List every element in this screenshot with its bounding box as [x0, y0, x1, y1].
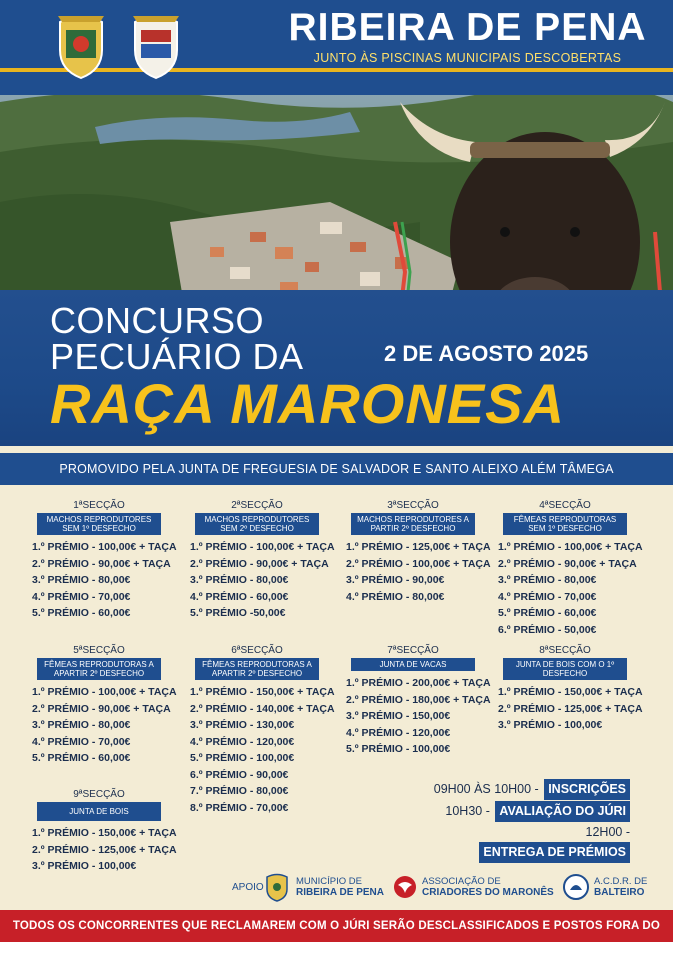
section-9 [32, 789, 177, 875]
prize-item: 1.º PRÉMIO - 100,00€ + TAÇA [190, 541, 335, 553]
section-title: 7ªSECÇÃO [387, 645, 439, 656]
schedule-time: 10H30 - [445, 804, 490, 818]
prize-item: 5.º PRÉMIO - 60,00€ [32, 752, 131, 764]
section-category-label: MACHOS REPRODUTORES SEM 2º DESFECHO [195, 513, 319, 535]
prize-item: 4.º PRÉMIO - 70,00€ [498, 590, 597, 603]
section-title: 5ªSECÇÃO [73, 645, 125, 656]
prize-item: 3.º PRÉMIO - 150,00€ [346, 710, 451, 722]
prize-item: 2.º PRÉMIO - 90,00€ + TAÇA [190, 557, 329, 570]
prize-item: 5.º PRÉMIO - 100,00€ [346, 743, 451, 755]
apoio-label: APOIO [232, 882, 264, 893]
prize-item: 2.º PRÉMIO - 90,00€ + TAÇA [32, 702, 171, 715]
crest-santo-aleixo-icon [127, 12, 185, 82]
prize-item: 3.º PRÉMIO - 100,00€ [32, 860, 137, 872]
disclaimer-bar: TODOS OS CONCORRENTES QUE RECLAMAREM COM O JÚRI SERÃO DESCLASSIFICADOS E POSTOS FORA DO RECINTO [0, 910, 673, 942]
prize-item: 1.º PRÉMIO - 150,00€ + TAÇA [190, 686, 335, 698]
section-category-label: MACHOS REPRODUTORES SEM 1º DESFECHO [37, 513, 161, 535]
section-category-label: FÊMEAS REPRODUTORAS A APARTIR 2º DESFECHO [37, 658, 161, 680]
prize-item: 3.º PRÉMIO - 100,00€ [498, 719, 603, 731]
section-category-label: JUNTA DE VACAS [351, 658, 475, 671]
prize-item: 8.º PRÉMIO - 70,00€ [190, 801, 289, 814]
associacao-logo-icon [393, 875, 417, 904]
prize-item: 3.º PRÉMIO - 80,00€ [32, 719, 131, 731]
section-category-label: JUNTA DE BOIS [37, 802, 161, 821]
prize-item: 5.º PRÉMIO - 100,00€ [190, 752, 295, 764]
prize-item: 1.º PRÉMIO - 100,00€ + TAÇA [32, 686, 177, 698]
prize-item: 4.º PRÉMIO - 70,00€ [32, 735, 131, 748]
prize-item: 5.º PRÉMIO -50,00€ [190, 607, 286, 619]
sponsor-line: CRIADORES DO MARONÊS [422, 887, 554, 898]
schedule-time: 09H00 ÀS 10H00 - [433, 782, 539, 796]
section-4 [498, 500, 643, 638]
prize-item: 4.º PRÉMIO - 70,00€ [32, 590, 131, 603]
section-1 [32, 500, 177, 622]
sponsor-line: MUNICÍPIO DE [296, 876, 362, 887]
prize-item: 1.º PRÉMIO - 150,00€ + TAÇA [498, 686, 643, 698]
prize-item: 1.º PRÉMIO - 100,00€ + TAÇA [498, 541, 643, 553]
header-title: RIBEIRA DE PENA [288, 6, 647, 49]
schedule-label: AVALIAÇÃO DO JÚRI [495, 801, 630, 822]
event-date: 2 DE AGOSTO 2025 [384, 341, 589, 366]
section-3 [346, 500, 491, 605]
prize-item: 5.º PRÉMIO - 60,00€ [32, 607, 131, 619]
section-title: 8ªSECÇÃO [539, 645, 591, 656]
section-category-label: FÊMEAS REPRODUTORAS SEM 1º DESFECHO [503, 513, 627, 535]
section-title: 4ªSECÇÃO [539, 500, 591, 511]
prize-item: 2.º PRÉMIO - 100,00€ + TAÇA [346, 557, 491, 570]
sponsor-line: RIBEIRA DE PENA [296, 887, 384, 898]
prize-item: 4.º PRÉMIO - 120,00€ [190, 735, 295, 748]
prize-item: 3.º PRÉMIO - 80,00€ [498, 574, 597, 586]
schedule-label: INSCRIÇÕES [544, 779, 630, 800]
section-title: 3ªSECÇÃO [387, 500, 439, 511]
schedule-row-registrations [430, 779, 630, 800]
section-title: 1ªSECÇÃO [73, 500, 125, 511]
sponsor-balteiro [594, 876, 647, 898]
section-6 [190, 645, 335, 816]
prize-item: 6.º PRÉMIO - 90,00€ [190, 768, 289, 781]
prize-item: 7.º PRÉMIO - 80,00€ [190, 785, 289, 797]
prize-item: 3.º PRÉMIO - 80,00€ [190, 574, 289, 586]
section-title: 2ªSECÇÃO [231, 500, 283, 511]
prize-item: 1.º PRÉMIO - 125,00€ + TAÇA [346, 541, 491, 553]
section-7 [346, 645, 491, 758]
header-subtitle: JUNTO ÀS PISCINAS MUNICIPAIS DESCOBERTAS [313, 51, 622, 65]
prize-item: 3.º PRÉMIO - 90,00€ [346, 574, 445, 586]
prize-item: 2.º PRÉMIO - 90,00€ + TAÇA [32, 557, 171, 570]
section-category-label: JUNTA DE BOIS COM O 1º DESFECHO [503, 658, 627, 680]
prize-item: 1.º PRÉMIO - 200,00€ + TAÇA [346, 677, 491, 689]
prize-item: 4.º PRÉMIO - 80,00€ [346, 590, 445, 603]
section-category-label: MACHOS REPRODUTORES A PARTIR 2º DESFECHO [351, 513, 475, 535]
prize-item: 2.º PRÉMIO - 125,00€ + TAÇA [32, 843, 177, 856]
sponsor-line: A.C.D.R. DE [594, 876, 648, 887]
promoted-by-bar: PROMOVIDO PELA JUNTA DE FREGUESIA DE SALVADOR E SANTO ALEIXO ALÉM TÂMEGA [0, 453, 673, 485]
event-title-line2: PECUÁRIO DA [50, 336, 304, 377]
bottom-margin [0, 942, 673, 948]
schedule-row-prizes [430, 823, 630, 863]
sponsor-associacao [422, 876, 554, 898]
schedule-row-jury [430, 801, 630, 822]
section-8 [498, 645, 643, 734]
event-title-line1: CONCURSO [50, 300, 265, 341]
section-title: 6ªSECÇÃO [231, 645, 283, 656]
section-category-label: FÊMEAS REPRODUTORAS A APARTIR 2º DESFECHO [195, 658, 319, 680]
section-title: 9ªSECÇÃO [73, 789, 125, 800]
sponsor-line: ASSOCIAÇÃO DE [422, 876, 501, 887]
sponsor-municipio [296, 876, 384, 898]
prize-item: 2.º PRÉMIO - 90,00€ + TAÇA [498, 557, 637, 570]
prize-item: 1.º PRÉMIO - 150,00€ + TAÇA [32, 827, 177, 839]
sponsor-line: BALTEIRO [594, 887, 645, 898]
prize-item: 1.º PRÉMIO - 100,00€ + TAÇA [32, 541, 177, 553]
prize-item: 2.º PRÉMIO - 125,00€ + TAÇA [498, 702, 643, 715]
prize-item: 6.º PRÉMIO - 50,00€ [498, 623, 597, 636]
section-5 [32, 645, 177, 767]
schedule-time: 12H00 - [585, 825, 630, 839]
prize-item: 4.º PRÉMIO - 60,00€ [190, 590, 289, 603]
schedule-label: ENTREGA DE PRÉMIOS [479, 842, 630, 863]
municipio-logo-icon [264, 872, 290, 907]
prize-item: 3.º PRÉMIO - 130,00€ [190, 719, 295, 731]
section-2 [190, 500, 335, 622]
crest-ribeira-de-pena-icon [52, 12, 110, 82]
event-title-line3: RAÇA MARONESA [50, 372, 565, 435]
prize-item: 3.º PRÉMIO - 80,00€ [32, 574, 131, 586]
prize-item: 2.º PRÉMIO - 180,00€ + TAÇA [346, 693, 491, 706]
balteiro-logo-icon [563, 874, 589, 905]
prize-item: 2.º PRÉMIO - 140,00€ + TAÇA [190, 702, 335, 715]
prize-item: 4.º PRÉMIO - 120,00€ [346, 726, 451, 739]
prize-item: 5.º PRÉMIO - 60,00€ [498, 607, 597, 619]
